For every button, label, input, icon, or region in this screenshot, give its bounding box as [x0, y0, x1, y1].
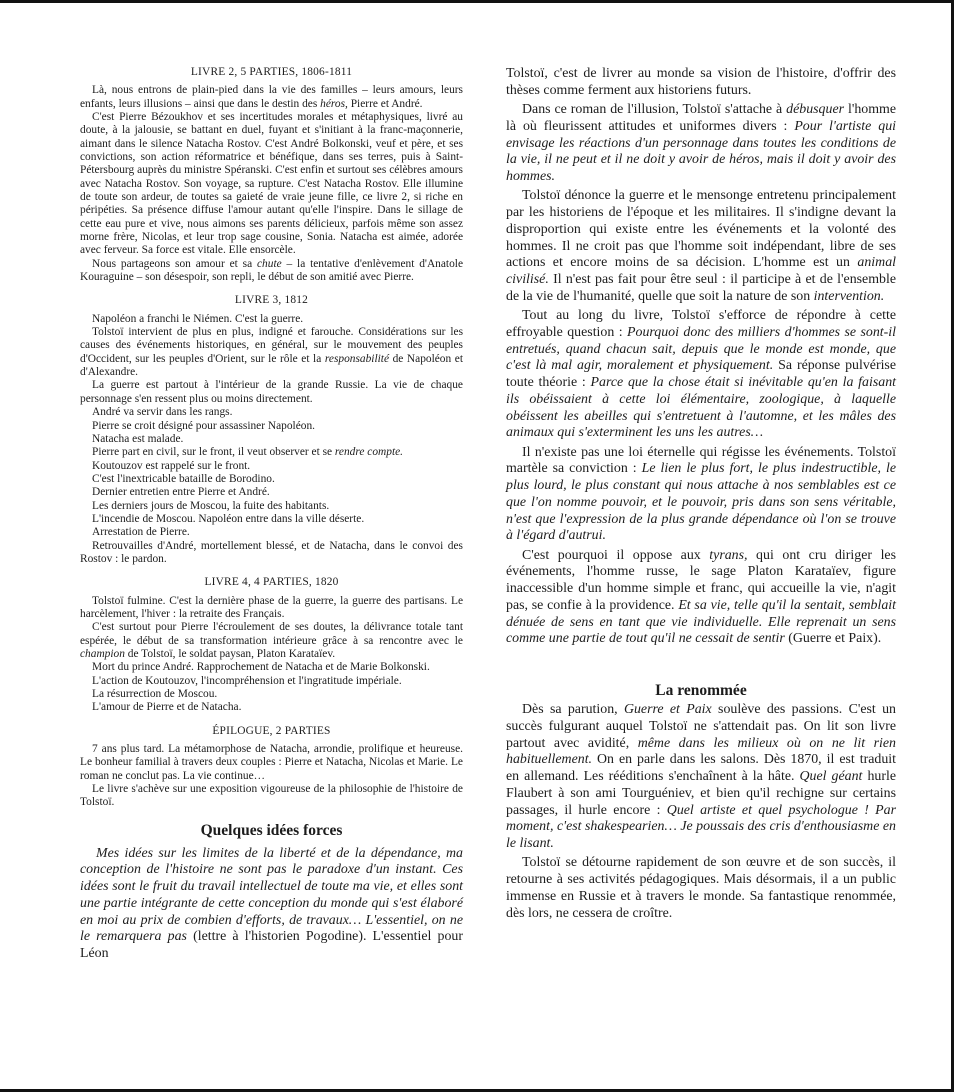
list-item: Pierre part en civil, sur le front, il veut observer et se rendre compte. [92, 446, 404, 459]
paragraph: L'amour de Pierre et de Natacha. [92, 701, 242, 714]
heading-la-renommee: La renommée [655, 682, 747, 699]
paragraph: Nous partageons son amour et sa chute – la tentative d'enlèvement d'Anatole Kouraguine – son désespoir, son repli, le début de son amitié avec Pierre. [80, 257, 464, 284]
list-item: Natacha est malade. [92, 432, 184, 445]
paragraph: Mort du prince André. Rapprochement de Natacha et de Marie Bolkonski. [92, 661, 430, 674]
paragraph: Tolstoï, c'est de livrer au monde sa vision de l'histoire, d'offrir des thèses comme ferment aux historiens futurs. [506, 66, 896, 98]
paragraph: Retrouvailles d'André, mortellement blessé, et de Natacha, dans le convoi des Rostov : le pardon. [80, 539, 463, 565]
left-column [80, 66, 463, 965]
paragraph: Là, nous entrons de plain-pied dans la vie des familles – leurs amours, leurs enfants, leurs illusions – ainsi que dans le destin des héros, Pierre et André. [80, 84, 463, 110]
list-item: Koutouzov est rappelé sur le front. [92, 459, 251, 472]
paragraph: La guerre est partout à l'intérieur de la grande Russie. La vie de chaque personnage s'en ressent plus ou moins directement. [80, 379, 463, 405]
paragraph: Tolstoï se détourne rapidement de son œuvre et de son succès, il retourne à ses activités pédagogiques. Mais désormais, il a un public immense en Russie et à travers le monde. Sa fantastique renommée, dès lors, ne cessera de croître. [506, 855, 896, 921]
paragraph: Tout au long du livre, Tolstoï s'efforce de répondre à cette effroyable question : Pourquoi donc des milliers d'hommes se sont-il entretués, quand chacun sait, depuis que le monde est monde, que c'est là mal agir, moralement et physiquement. Sa réponse pulvérise toute théorie : Parce que la chose était si inévitable qu'en la faisant ils obéissaient à cette loi élémentaire, zoologique, à laquelle obéissent les abeilles qui s'entretuent à l'automne, et les mâles des animaux qui s'exterminent les uns les autres… [506, 308, 896, 441]
list-item: Pierre se croit désigné pour assassiner Napoléon. [92, 419, 316, 432]
page-edge-top [0, 0, 954, 3]
paragraph: Dès sa parution, Guerre et Paix soulève des passions. C'est un succès fulgurant auquel Tolstoï ne s'attendait pas. On lit son livre partout avec avidité, même dans les milieux où on ne lit rien habituellement. On en parle dans les salons. Dès 1870, il est traduit en allemand. Les rééditions s'enchaînent à la hâte. Quel géant hurle Flaubert à son ami Tourguéniev, et bien qu'il rechigne sur certains passages, il hurle encore : Quel artiste et quel psychologue ! Par moment, c'est shakespearien… Je poussais des cris d'enthousiasme en le lisant. [506, 702, 896, 851]
paragraph: 7 ans plus tard. La métamorphose de Natacha, arrondie, prolifique et heureuse. Le bonheur familial à travers deux couples : Pierre et Natacha, Nicolas et Marie. Le roman ne conclut pas. La vie continue… [80, 742, 463, 782]
paragraph: Le livre s'achève sur une exposition vigoureuse de la philosophie de l'histoire de Tolstoï. [80, 783, 463, 809]
paragraph: Napoléon a franchi le Niémen. C'est la guerre. [92, 312, 304, 325]
paragraph: C'est Pierre Bézoukhov et ses incertitudes morales et métaphysiques, livré au doute, à la jalousie, se battant en duel, fuyant et s'initiant à la franc-maçonnerie, aimant dans le silence Natacha Rostov. C'est André Bolkonski, veuf et père, et ses convictions, son action réformatrice et bénéfique, dans ses terres, puis à Saint-Pétersbourg auprès du ministre Spéranski. C'est enfin et surtout ses célèbres amours avec Natacha Rostov. Son voyage, sa rupture. C'est Natacha Rostov. Elle illumine de toute son ardeur, de toutes sa gaieté de vraie jeune fille, ce livre 2, si riche en péripéties. Sa présence diffuse l'amour autant qu'elle l'inspire. Dans le sillage de cette eau pure et vive, nous aimons ses parents délicieux, parfois même son assez morne frère, Nicolas, et leur trop sage cousine, Sonia. Natacha est aimée, adorée avec ferveur. Sa force est vitale. Elle ensorcèle. [80, 110, 463, 257]
section-heading-epilogue: ÉPILOGUE, 2 PARTIES [212, 724, 331, 737]
paragraph: Tolstoï fulmine. C'est la dernière phase de la guerre, la guerre des partisans. Le harcèlement, l'hiver : la retraite des Français. [80, 594, 463, 620]
paragraph: C'est pourquoi il oppose aux tyrans, qui ont cru diriger les événements, l'homme russe, le sage Platon Karataïev, figure inaccessible d'un homme simple et franc, qui accueille la vie, n'agit pas, se confie à la providence. Et sa vie, telle qu'il la sentait, semblait dénuée de sens en tant que vie individuelle. Elle reprenait un sens comme une partie de tout qu'il ne cessait de sentir (Guerre et Paix). [506, 547, 896, 647]
paragraph: La résurrection de Moscou. [92, 687, 218, 700]
list-item: Arrestation de Pierre. [92, 526, 190, 539]
paragraph: C'est surtout pour Pierre l'écroulement de ses doutes, la délivrance totale tant espérée, le début de sa transformation intérieure grâce à sa rencontre avec le champion de Tolstoï, le soldat paysan, Platon Karataïev. [80, 621, 463, 660]
list-item: Les derniers jours de Moscou, la fuite des habitants. [92, 499, 330, 512]
idees-forces-text [80, 846, 463, 963]
section-heading-livre-2: LIVRE 2, 5 PARTIES, 1806-1811 [190, 66, 353, 78]
paragraph: Tolstoï intervient de plus en plus, indigné et farouche. Considérations sur les causes des événements historiques, en général, sur le mouvement des peuples d'Occident, sur les peuples d'Orient, sur le rôle et la responsabilité de Napoléon et d'Alexandre. [80, 326, 463, 379]
paragraph: Mes idées sur les limites de la liberté et de la dépendance, ma conception de l'histoire ne sont pas le paradoxe d'un instant. Ces idées sont le fruit du travail intellectuel de toute ma vie, et elles sont une partie intégrante de cette conception du monde qui s'est élaboré en moi au prix de combien d'efforts, de travaux… L'essentiel, on ne le remarquera pas (lettre à l'historien Pogodine). L'essentiel pour Léon [80, 845, 463, 962]
right-column [506, 66, 896, 925]
list-item: Dernier entretien entre Pierre et André. [92, 486, 270, 499]
paragraph: Dans ce roman de l'illusion, Tolstoï s'attache à débusquer l'homme là où fleurissent attitudes et uniformes divers : Pour l'artiste qui envisage les réactions d'un personnage dans toutes les conditions de la vie, il ne peut et il ne doit y avoir de héros, mais il doit y avoir des hommes. [506, 102, 897, 184]
list-item: André va servir dans les rangs. [92, 406, 233, 419]
list-item: L'incendie de Moscou. Napoléon entre dans la ville déserte. [92, 512, 365, 525]
heading-quelques-idees-forces: Quelques idées forces [200, 821, 343, 839]
section-heading-livre-3: LIVRE 3, 1812 [234, 294, 309, 307]
paragraph: Tolstoï dénonce la guerre et le mensonge entretenu principalement par les historiens de l'époque et les militaires. Il s'indigne devant la disproportion qui existe entre les événements et la volonté des hommes. Il ne croit pas que l'homme soit indépendant, libre de ses actions et encore moins de sa décision. L'homme est un animal civilisé. Il n'est pas fait pour être seul : il participe à et de l'ensemble de la vie de l'humanité, quelle que soit la nature de son intervention. [506, 188, 896, 304]
paragraph: L'action de Koutouzov, l'incompréhension et l'ingratitude impériale. [92, 674, 402, 687]
renommee-text [506, 702, 896, 922]
list-item: C'est l'inextricable bataille de Borodino. [92, 472, 275, 485]
book-summary [80, 66, 463, 810]
section-heading-livre-4: LIVRE 4, 4 PARTIES, 1820 [204, 576, 339, 589]
paragraph: Il n'existe pas une loi éternelle qui régisse les événements. Tolstoï martèle sa conviction : Le lien le plus fort, le plus indestructible, le plus lourd, le plus constant qui nous attache à nos semblables est ce que l'on nomme pouvoir, et le pouvoir, pris dans son sens véritable, n'est que l'expression de la plus grande dépendance où l'on se trouve à l'égard d'autrui. [506, 444, 896, 544]
idees-forces-continued [506, 66, 896, 648]
